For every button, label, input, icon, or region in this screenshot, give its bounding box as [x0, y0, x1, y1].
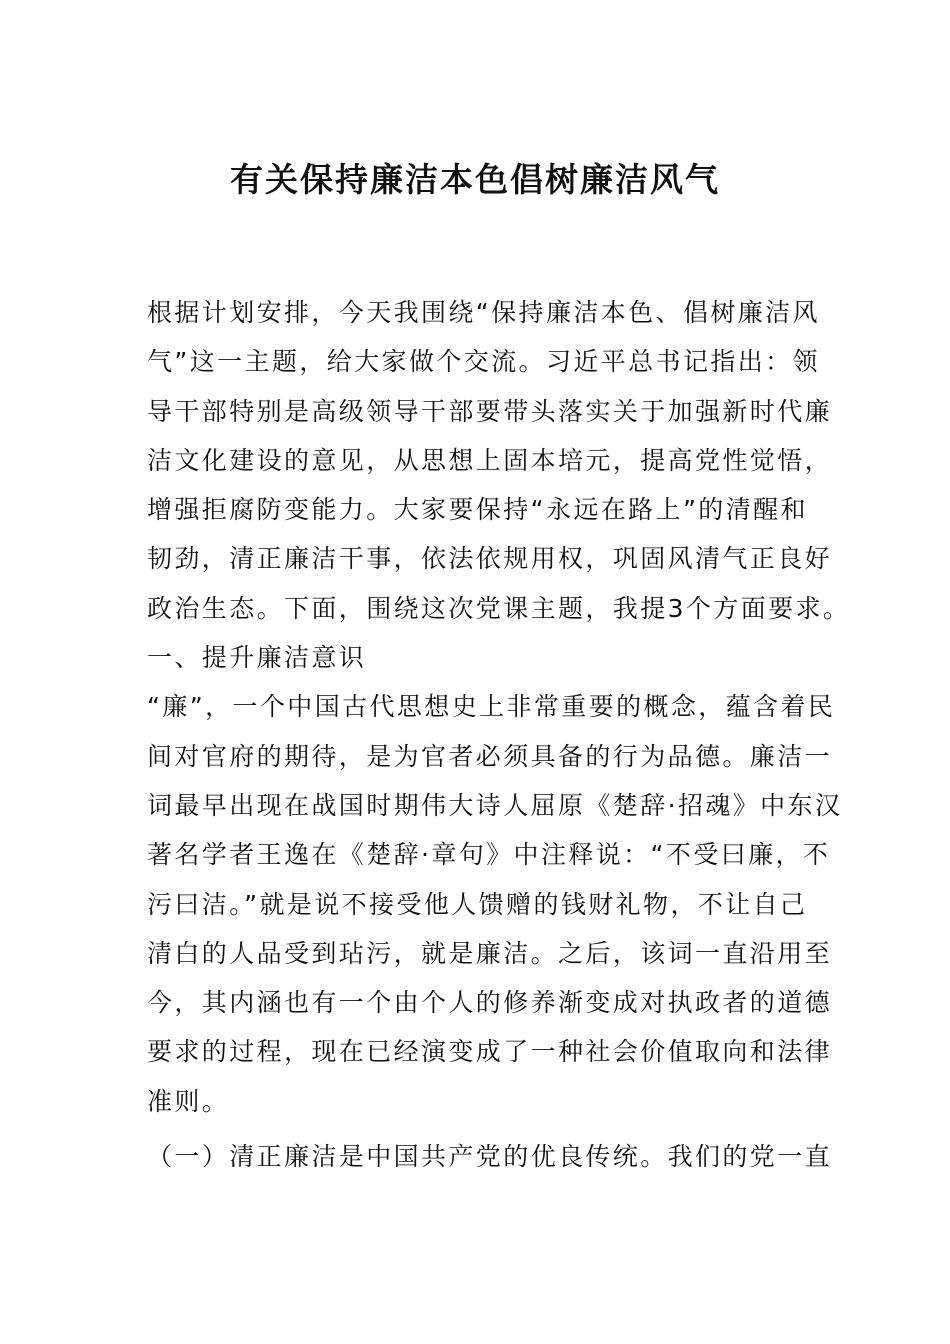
paragraph-line: 增强拒腐防变能力。大家要保持“永远在路上”的清醒和 [147, 495, 808, 525]
paragraph-line: 准则。 [147, 1086, 230, 1116]
paragraph-line: 今，其内涵也有一个由个人的修养渐变成对执政者的道德 [147, 988, 833, 1018]
paragraph-line: 韧劲，清正廉洁干事，依法依规用权，巩固风清气正良好 [147, 544, 833, 574]
paragraph-line: 根据计划安排，今天我围绕“保持廉洁本色、倡树廉洁风 [147, 298, 820, 327]
paragraph-line: 政治生态。下面，围绕这次党课主题，我提3个方面要求。 [147, 593, 851, 623]
paragraph-line: 词最早出现在战国时期伟大诗人屈原《楚辞·招魂》中东汉 [147, 790, 843, 820]
paragraph-line: 导干部特别是高级领导干部要带头落实关于加强新时代廉 [147, 396, 833, 426]
paragraph-line: “廉”，一个中国古代思想史上非常重要的概念，蕴含着民 [147, 692, 836, 722]
paragraph-line: 要求的过程，现在已经演变成了一种社会价值取向和法律 [147, 1037, 833, 1067]
document-title: 有关保持廉洁本色倡树廉洁风气 [230, 160, 720, 199]
document-body [147, 288, 851, 1181]
paragraph-line: 污曰洁。”就是说不接受他人馈赠的钱财礼物，不让自己 [147, 889, 808, 919]
paragraph-line: 气”这一主题，给大家做个交流。习近平总书记指出：领 [147, 347, 820, 377]
paragraph-line: 著名学者王逸在《楚辞·章句》中注释说：“不受曰廉，不 [147, 840, 831, 870]
paragraph-line: 清白的人品受到玷污，就是廉洁。之后，该词一直沿用至 [147, 938, 833, 968]
section-heading: 一、提升廉洁意识 [147, 643, 367, 673]
paragraph-line: 间对官府的期待，是为官者必须具备的行为品德。廉洁一 [147, 741, 833, 771]
paragraph-line: 洁文化建设的意见，从思想上固本培元，提高党性觉悟， [147, 445, 833, 475]
subsection-line: （一）清正廉洁是中国共产党的优良传统。我们的党一直 [147, 1142, 833, 1172]
